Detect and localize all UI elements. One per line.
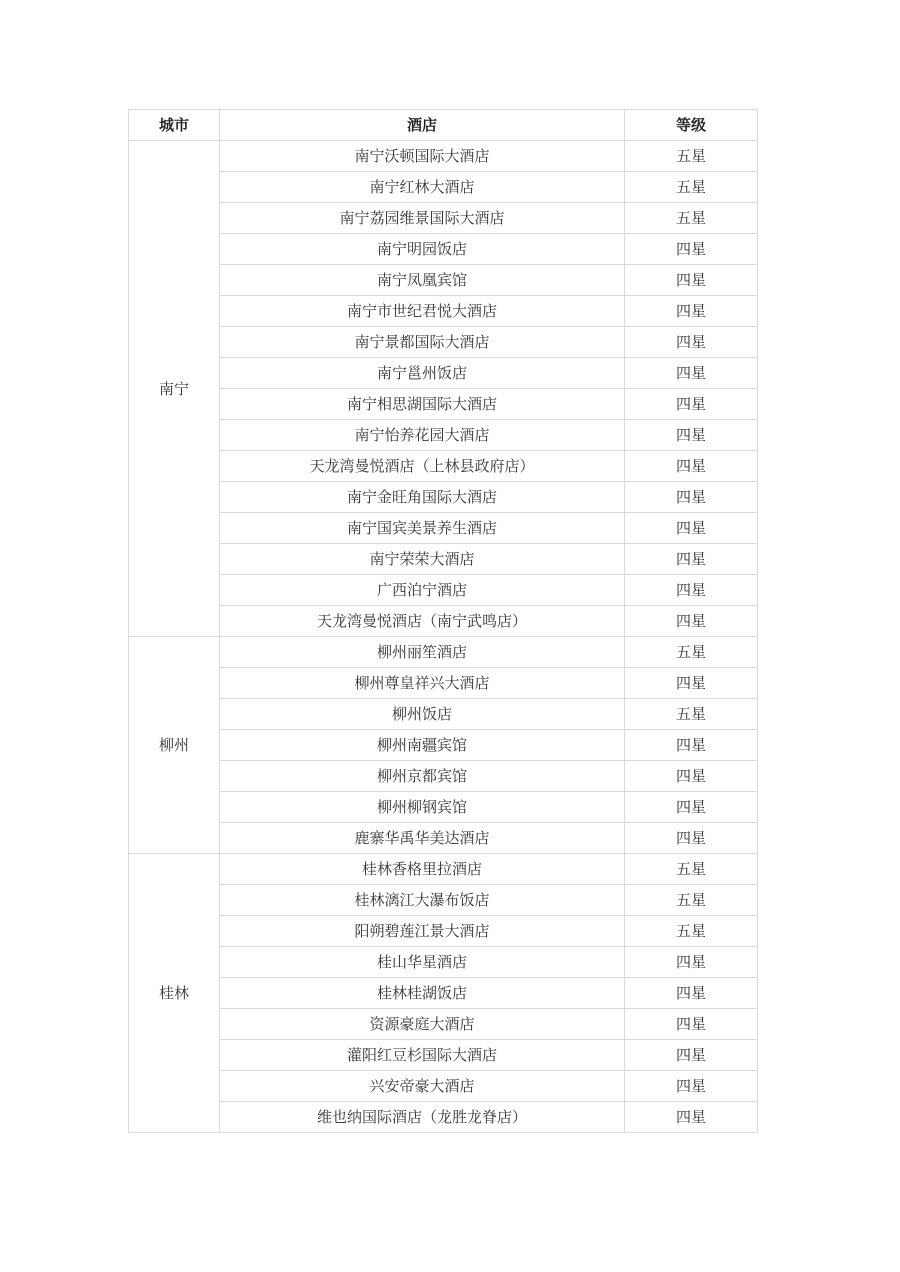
hotel-level-cell: 四星 (625, 730, 758, 761)
hotel-level-cell: 五星 (625, 885, 758, 916)
hotel-name-cell: 广西泊宁酒店 (220, 575, 625, 606)
hotel-name-cell: 南宁荣荣大酒店 (220, 544, 625, 575)
hotel-level-cell: 四星 (625, 234, 758, 265)
hotel-name-cell: 资源豪庭大酒店 (220, 1009, 625, 1040)
table-row (129, 575, 758, 606)
hotel-level-cell: 四星 (625, 606, 758, 637)
city-cell: 桂林 (129, 854, 220, 1133)
table-row (129, 885, 758, 916)
hotel-level-cell: 四星 (625, 389, 758, 420)
table-row (129, 420, 758, 451)
hotel-level-cell: 四星 (625, 1040, 758, 1071)
hotel-name-cell: 柳州柳钢宾馆 (220, 792, 625, 823)
table-row (129, 451, 758, 482)
table-row (129, 823, 758, 854)
hotel-level-cell: 四星 (625, 265, 758, 296)
hotel-name-cell: 桂林桂湖饭店 (220, 978, 625, 1009)
hotel-level-cell: 四星 (625, 1071, 758, 1102)
table-row (129, 1071, 758, 1102)
header-level: 等级 (625, 110, 758, 141)
table-row (129, 606, 758, 637)
header-city: 城市 (129, 110, 220, 141)
hotel-level-cell: 五星 (625, 854, 758, 885)
hotel-level-cell: 四星 (625, 544, 758, 575)
table-row (129, 1102, 758, 1133)
hotel-level-cell: 四星 (625, 327, 758, 358)
hotel-level-cell: 四星 (625, 668, 758, 699)
table-row (129, 947, 758, 978)
table-row (129, 854, 758, 885)
hotel-name-cell: 柳州南疆宾馆 (220, 730, 625, 761)
table-row (129, 513, 758, 544)
hotel-name-cell: 桂林漓江大瀑布饭店 (220, 885, 625, 916)
table-row (129, 358, 758, 389)
hotel-name-cell: 南宁金旺角国际大酒店 (220, 482, 625, 513)
hotel-level-cell: 四星 (625, 451, 758, 482)
hotel-name-cell: 南宁国宾美景养生酒店 (220, 513, 625, 544)
hotel-level-cell: 四星 (625, 978, 758, 1009)
hotel-level-cell: 五星 (625, 141, 758, 172)
hotel-level-cell: 四星 (625, 823, 758, 854)
table-row (129, 389, 758, 420)
hotel-name-cell: 灌阳红豆杉国际大酒店 (220, 1040, 625, 1071)
city-cell: 柳州 (129, 637, 220, 854)
table-row (129, 482, 758, 513)
hotel-level-cell: 五星 (625, 203, 758, 234)
table-body (129, 141, 758, 1133)
hotel-name-cell: 南宁怡养花园大酒店 (220, 420, 625, 451)
hotel-level-cell: 四星 (625, 761, 758, 792)
table-row (129, 916, 758, 947)
hotel-name-cell: 南宁相思湖国际大酒店 (220, 389, 625, 420)
hotel-name-cell: 兴安帝豪大酒店 (220, 1071, 625, 1102)
hotel-level-cell: 五星 (625, 916, 758, 947)
table-row (129, 730, 758, 761)
hotel-name-cell: 南宁市世纪君悦大酒店 (220, 296, 625, 327)
table-row (129, 203, 758, 234)
hotel-name-cell: 南宁荔园维景国际大酒店 (220, 203, 625, 234)
hotel-name-cell: 天龙湾曼悦酒店（南宁武鸣店） (220, 606, 625, 637)
hotel-name-cell: 阳朔碧莲江景大酒店 (220, 916, 625, 947)
table-row (129, 761, 758, 792)
hotel-name-cell: 南宁明园饭店 (220, 234, 625, 265)
header-hotel: 酒店 (220, 110, 625, 141)
table-row (129, 637, 758, 668)
hotel-level-cell: 四星 (625, 947, 758, 978)
table-row (129, 172, 758, 203)
table-row (129, 265, 758, 296)
hotel-name-cell: 南宁景都国际大酒店 (220, 327, 625, 358)
hotel-name-cell: 南宁沃顿国际大酒店 (220, 141, 625, 172)
hotel-level-cell: 四星 (625, 420, 758, 451)
table-row (129, 141, 758, 172)
hotel-level-cell: 四星 (625, 358, 758, 389)
hotel-table (128, 109, 758, 1133)
hotel-level-cell: 四星 (625, 792, 758, 823)
table-header (129, 110, 758, 141)
hotel-level-cell: 五星 (625, 637, 758, 668)
table-row (129, 792, 758, 823)
hotel-name-cell: 南宁邕州饭店 (220, 358, 625, 389)
header-row (129, 110, 758, 141)
table-row (129, 1040, 758, 1071)
hotel-name-cell: 桂山华星酒店 (220, 947, 625, 978)
table-row (129, 327, 758, 358)
hotel-name-cell: 柳州尊皇祥兴大酒店 (220, 668, 625, 699)
hotel-name-cell: 维也纳国际酒店（龙胜龙脊店） (220, 1102, 625, 1133)
hotel-level-cell: 四星 (625, 296, 758, 327)
hotel-name-cell: 天龙湾曼悦酒店（上林县政府店） (220, 451, 625, 482)
hotel-name-cell: 柳州饭店 (220, 699, 625, 730)
hotel-name-cell: 鹿寨华禹华美达酒店 (220, 823, 625, 854)
hotel-level-cell: 五星 (625, 172, 758, 203)
hotel-name-cell: 南宁凤凰宾馆 (220, 265, 625, 296)
hotel-level-cell: 四星 (625, 482, 758, 513)
table-row (129, 668, 758, 699)
table-row (129, 699, 758, 730)
table-row (129, 234, 758, 265)
hotel-name-cell: 南宁红林大酒店 (220, 172, 625, 203)
hotel-name-cell: 柳州丽笙酒店 (220, 637, 625, 668)
table-row (129, 978, 758, 1009)
hotel-name-cell: 桂林香格里拉酒店 (220, 854, 625, 885)
table-row (129, 1009, 758, 1040)
hotel-level-cell: 五星 (625, 699, 758, 730)
table-row (129, 544, 758, 575)
hotel-name-cell: 柳州京都宾馆 (220, 761, 625, 792)
hotel-level-cell: 四星 (625, 575, 758, 606)
table-row (129, 296, 758, 327)
city-cell: 南宁 (129, 141, 220, 637)
hotel-level-cell: 四星 (625, 1009, 758, 1040)
hotel-level-cell: 四星 (625, 513, 758, 544)
hotel-level-cell: 四星 (625, 1102, 758, 1133)
